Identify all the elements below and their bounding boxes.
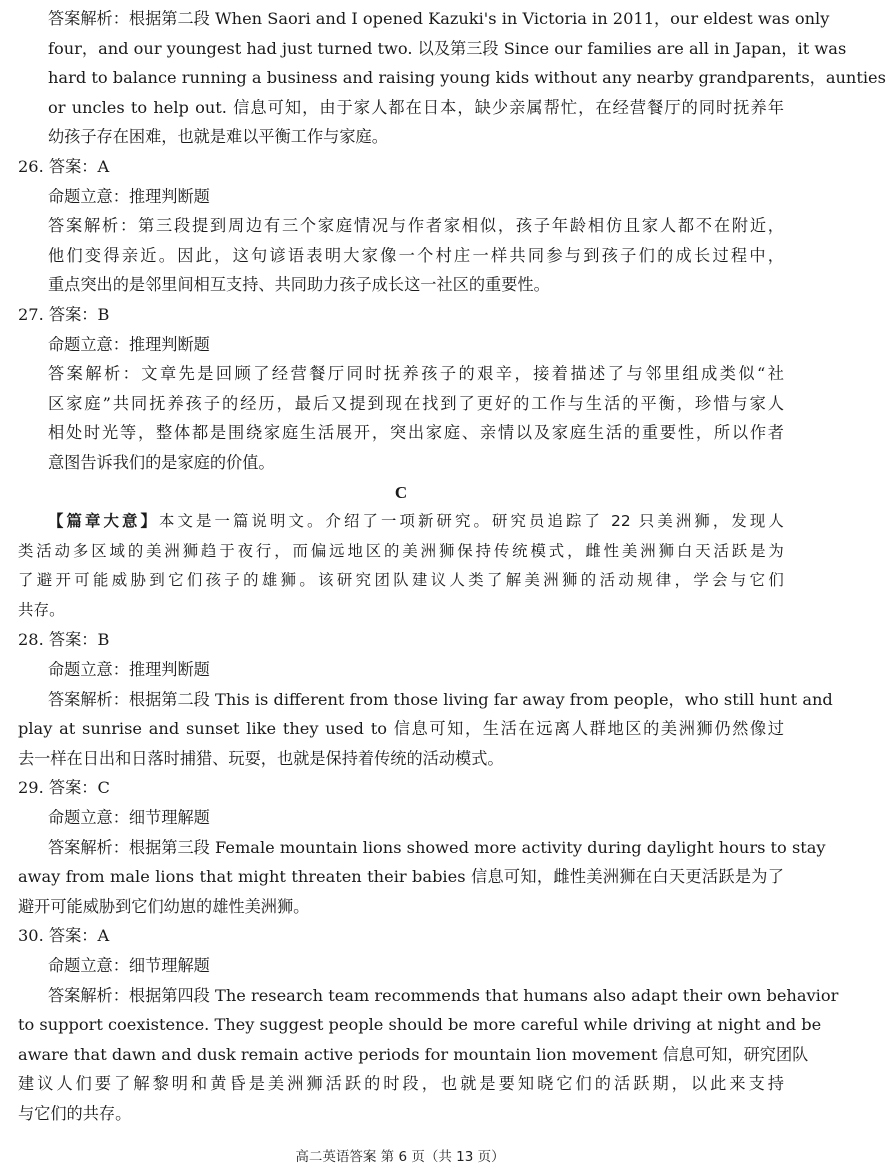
text-line: 意图告诉我们的是家庭的价值。 [48,452,275,472]
text-line: away from male lions that might threaten their babies 信息可知，雌性美洲狮在白天更活跃是为了 [18,867,784,887]
text-line: 重点突出的是邻里间相互支持、共同助力孩子成长这一社区的重要性。 [48,275,550,295]
question-29 [18,773,826,921]
text-line: 答案解析：第三段提到周边有三个家庭情况与作者家相似，孩子年龄相仿且家人都不在附近， [48,216,784,236]
text-line: 答案解析：根据第四段 The research team recommends that humans also adapt their own behavior [48,985,839,1005]
q25-explanation [18,4,886,152]
text-line: 去一样在日出和日落时捕猎、玩耍，也就是保持着传统的活动模式。 [18,748,504,768]
text-line: or uncles to help out. 信息可知，由于家人都在日本，缺少亲属帮忙，在经营餐厅的同时抚养年 [48,97,784,117]
text-line: 答案解析：文章先是回顾了经营餐厅同时抚养孩子的艰辛，接着描述了与邻里组成类似“社 [48,364,784,384]
intent-line: 命题立意：细节理解题 [48,808,210,828]
text-line: 答案解析：根据第二段 This is different from those living far away from people，who still hunt and [48,689,833,709]
intent-line: 命题立意：推理判断题 [48,334,210,354]
text-line: hard to balance running a business and raising young kids without any nearby grandparents，aunties [48,68,886,88]
summary-line: 了避开可能威胁到它们孩子的雄狮。该研究团队建议人类了解美洲狮的活动规律，学会与它们 [18,571,784,590]
answer-line: 30. 答案：A [18,926,110,946]
text-line: 答案解析：根据第二段 When Saori and I opened Kazuki's in Victoria in 2011，our eldest was only [48,9,830,28]
passage-summary [18,507,784,625]
intent-line: 命题立意：推理判断题 [48,186,210,206]
text-line: four，and our youngest had just turned two. 以及第三段 Since our families are all in Japan，it was [48,38,847,58]
answer-line: 28. 答案：B [18,630,110,650]
text-line: 区家庭”共同抚养孩子的经历，最后又提到现在找到了更好的工作与生活的平衡，珍惜与家人 [48,393,784,413]
answer-line: 27. 答案：B [18,304,110,324]
text-line: 答案解析：根据第三段 Female mountain lions showed more activity during daylight hours to stay [48,837,826,857]
text-line: play at sunrise and sunset like they used to 信息可知，生活在远离人群地区的美洲狮仍然像过 [18,719,784,739]
text-line: 他们变得亲近。因此，这句谚语表明大家像一个村庄一样共同参与到孩子们的成长过程中， [48,245,784,265]
question-30 [18,921,839,1128]
text-line: 幼孩子存在困难，也就是难以平衡工作与家庭。 [48,127,388,147]
summary-line [18,507,784,537]
answer-line: 26. 答案：A [18,156,110,176]
text-line: 避开可能威胁到它们幼崽的雄性美洲狮。 [18,896,310,916]
answer-line: 29. 答案：C [18,778,110,798]
summary-label: 【篇章大意】 [48,512,159,531]
page-footer: 高二英语答案 第 6 页（共 13 页） [295,1149,505,1165]
question-27 [18,300,784,478]
summary-line: 类活动多区域的美洲狮趋于夜行，而偏远地区的美洲狮保持传统模式，雌性美洲狮白天活跃是为 [18,541,784,560]
section-heading: C [394,482,408,502]
question-26 [18,152,784,300]
text-line: 建议人们要了解黎明和黄昏是美洲狮活跃的时段，也就是要知晓它们的活跃期，以此来支持 [18,1074,784,1094]
answer-page [18,4,886,1129]
question-28 [18,625,833,773]
text-line: to support coexistence. They suggest people should be more careful while driving at night and be [18,1015,822,1035]
intent-line: 命题立意：推理判断题 [48,660,210,680]
text-line: 与它们的共存。 [18,1103,132,1123]
summary-text: 本文是一篇说明文。介绍了一项新研究。研究员追踪了 22 只美洲狮，发现人 [159,512,785,531]
section-c [18,478,784,626]
text-line: aware that dawn and dusk remain active periods for mountain lion movement 信息可知，研究团队 [18,1044,809,1064]
intent-line: 命题立意：细节理解题 [48,956,210,975]
summary-line: 共存。 [18,600,65,619]
text-line: 相处时光等，整体都是围绕家庭生活展开，突出家庭、亲情以及家庭生活的重要性，所以作者 [48,423,784,443]
